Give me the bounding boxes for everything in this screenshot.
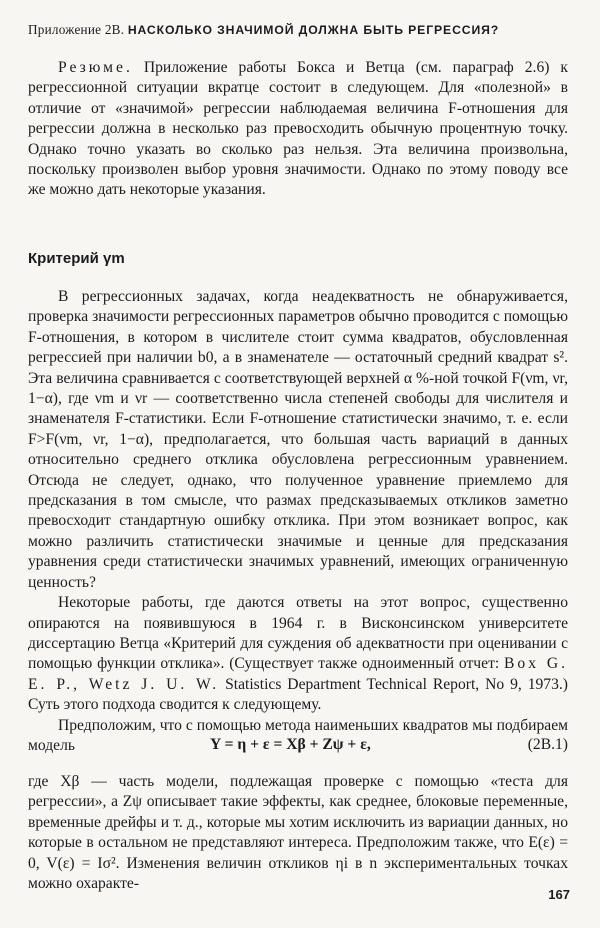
page-number: 167 xyxy=(548,887,570,902)
body-text xyxy=(28,287,568,756)
paragraph-3: Предположим, что с помощью метода наименьших квадратов мы подбираем модель xyxy=(28,716,568,754)
equation-2b1 xyxy=(28,736,568,758)
paragraph-2-start: Некоторые работы, где даются ответы на этот вопрос, существенно опираются на появившуюся в 1964 г. в Висконсинском университете диссертацию Ветца «Критерий для суждения об адекватности при оценивании с помощью функции отклика». (Существует также одноименный отчет: xyxy=(28,594,568,673)
summary-paragraph xyxy=(28,58,568,201)
body-text-continued xyxy=(28,772,568,894)
paragraph-2-end: Statistics Department Technical Report, No 9, 1973.) Суть этого подхода сводится к следующему. xyxy=(28,675,568,714)
paragraph-1: В регрессионных задачах, когда неадекватность не обнаруживается, проверка значимости регрессионных параметров обычно проводится с помощью F-отношения, в котором в числителе стоит сумма квадратов, обусловленная регрессией при наличии b0, а в знаменателе — остаточный средний квадрат s². Эта величина сравнивается с соответствующей верхней α %-ной точкой F(νm, νr, 1−α), где νm и νr — соответственно числа степеней свободы для числителя и знаменателя F-статистики. Если F-отношение статистически значимо, т. е. если F>F(νm, νr, 1−α), предполагается, что большая часть вариаций в данных относительно среднего отклика обусловлена регрессионным уравнением. Отсюда не следует, однако, что полученное уравнение приемлемо для предсказания в том смысле, что размах предсказываемых откликов заметно превосходит стандартную ошибку отклика. При этом возникает вопрос, как можно различить статистически значимые и ценные для предсказания уравнения среди статистически значимых уравнений, имеющих ограниченную ценность? xyxy=(28,288,568,591)
equation-number: (2B.1) xyxy=(527,736,568,753)
paragraph-2 xyxy=(28,593,568,715)
section-heading: Критерий γm xyxy=(28,250,125,267)
summary-text: Приложение работы Бокса и Ветца (см. параграф 2.6) к регрессионной ситуации вкратце состоит в следующем. Для «полезной» в отличие от «значимой» регрессии наблюдаемая величина F-отношения для регрессии должна в несколько раз превосходить обычную процентную точку. Однако точно указать во сколько раз нельзя. Эта величина произвольна, поскольку произволен выбор уровня значимости. Однако по этому поводу все же можно дать некоторые указания. xyxy=(28,59,568,199)
header-title: НАСКОЛЬКО ЗНАЧИМОЙ ДОЛЖНА БЫТЬ РЕГРЕССИЯ? xyxy=(127,23,500,37)
summary-lead: Резюме. xyxy=(58,59,133,76)
paragraph-4: где Xβ — часть модели, подлежащая проверке с помощью «теста для регрессии», а Zψ описывает такие эффекты, как среднее, блоковые переменные, временные дрейфы и т. д., которые мы хотим исключить из вариации данных, но которые в остальном не представляют интереса. Предположим также, что E(ε) = 0, V(ε) = Iσ². Изменения величин откликов ηi в n экспериментальных точках можно охаракте- xyxy=(28,773,568,893)
header-label: Приложение 2В. xyxy=(28,22,125,37)
citation-authors: Box G. E. P., Wetz J. U. W. xyxy=(28,655,568,693)
running-header xyxy=(28,22,568,38)
equation-formula: Y = η + ε = Xβ + Zψ + ε, xyxy=(210,736,371,753)
